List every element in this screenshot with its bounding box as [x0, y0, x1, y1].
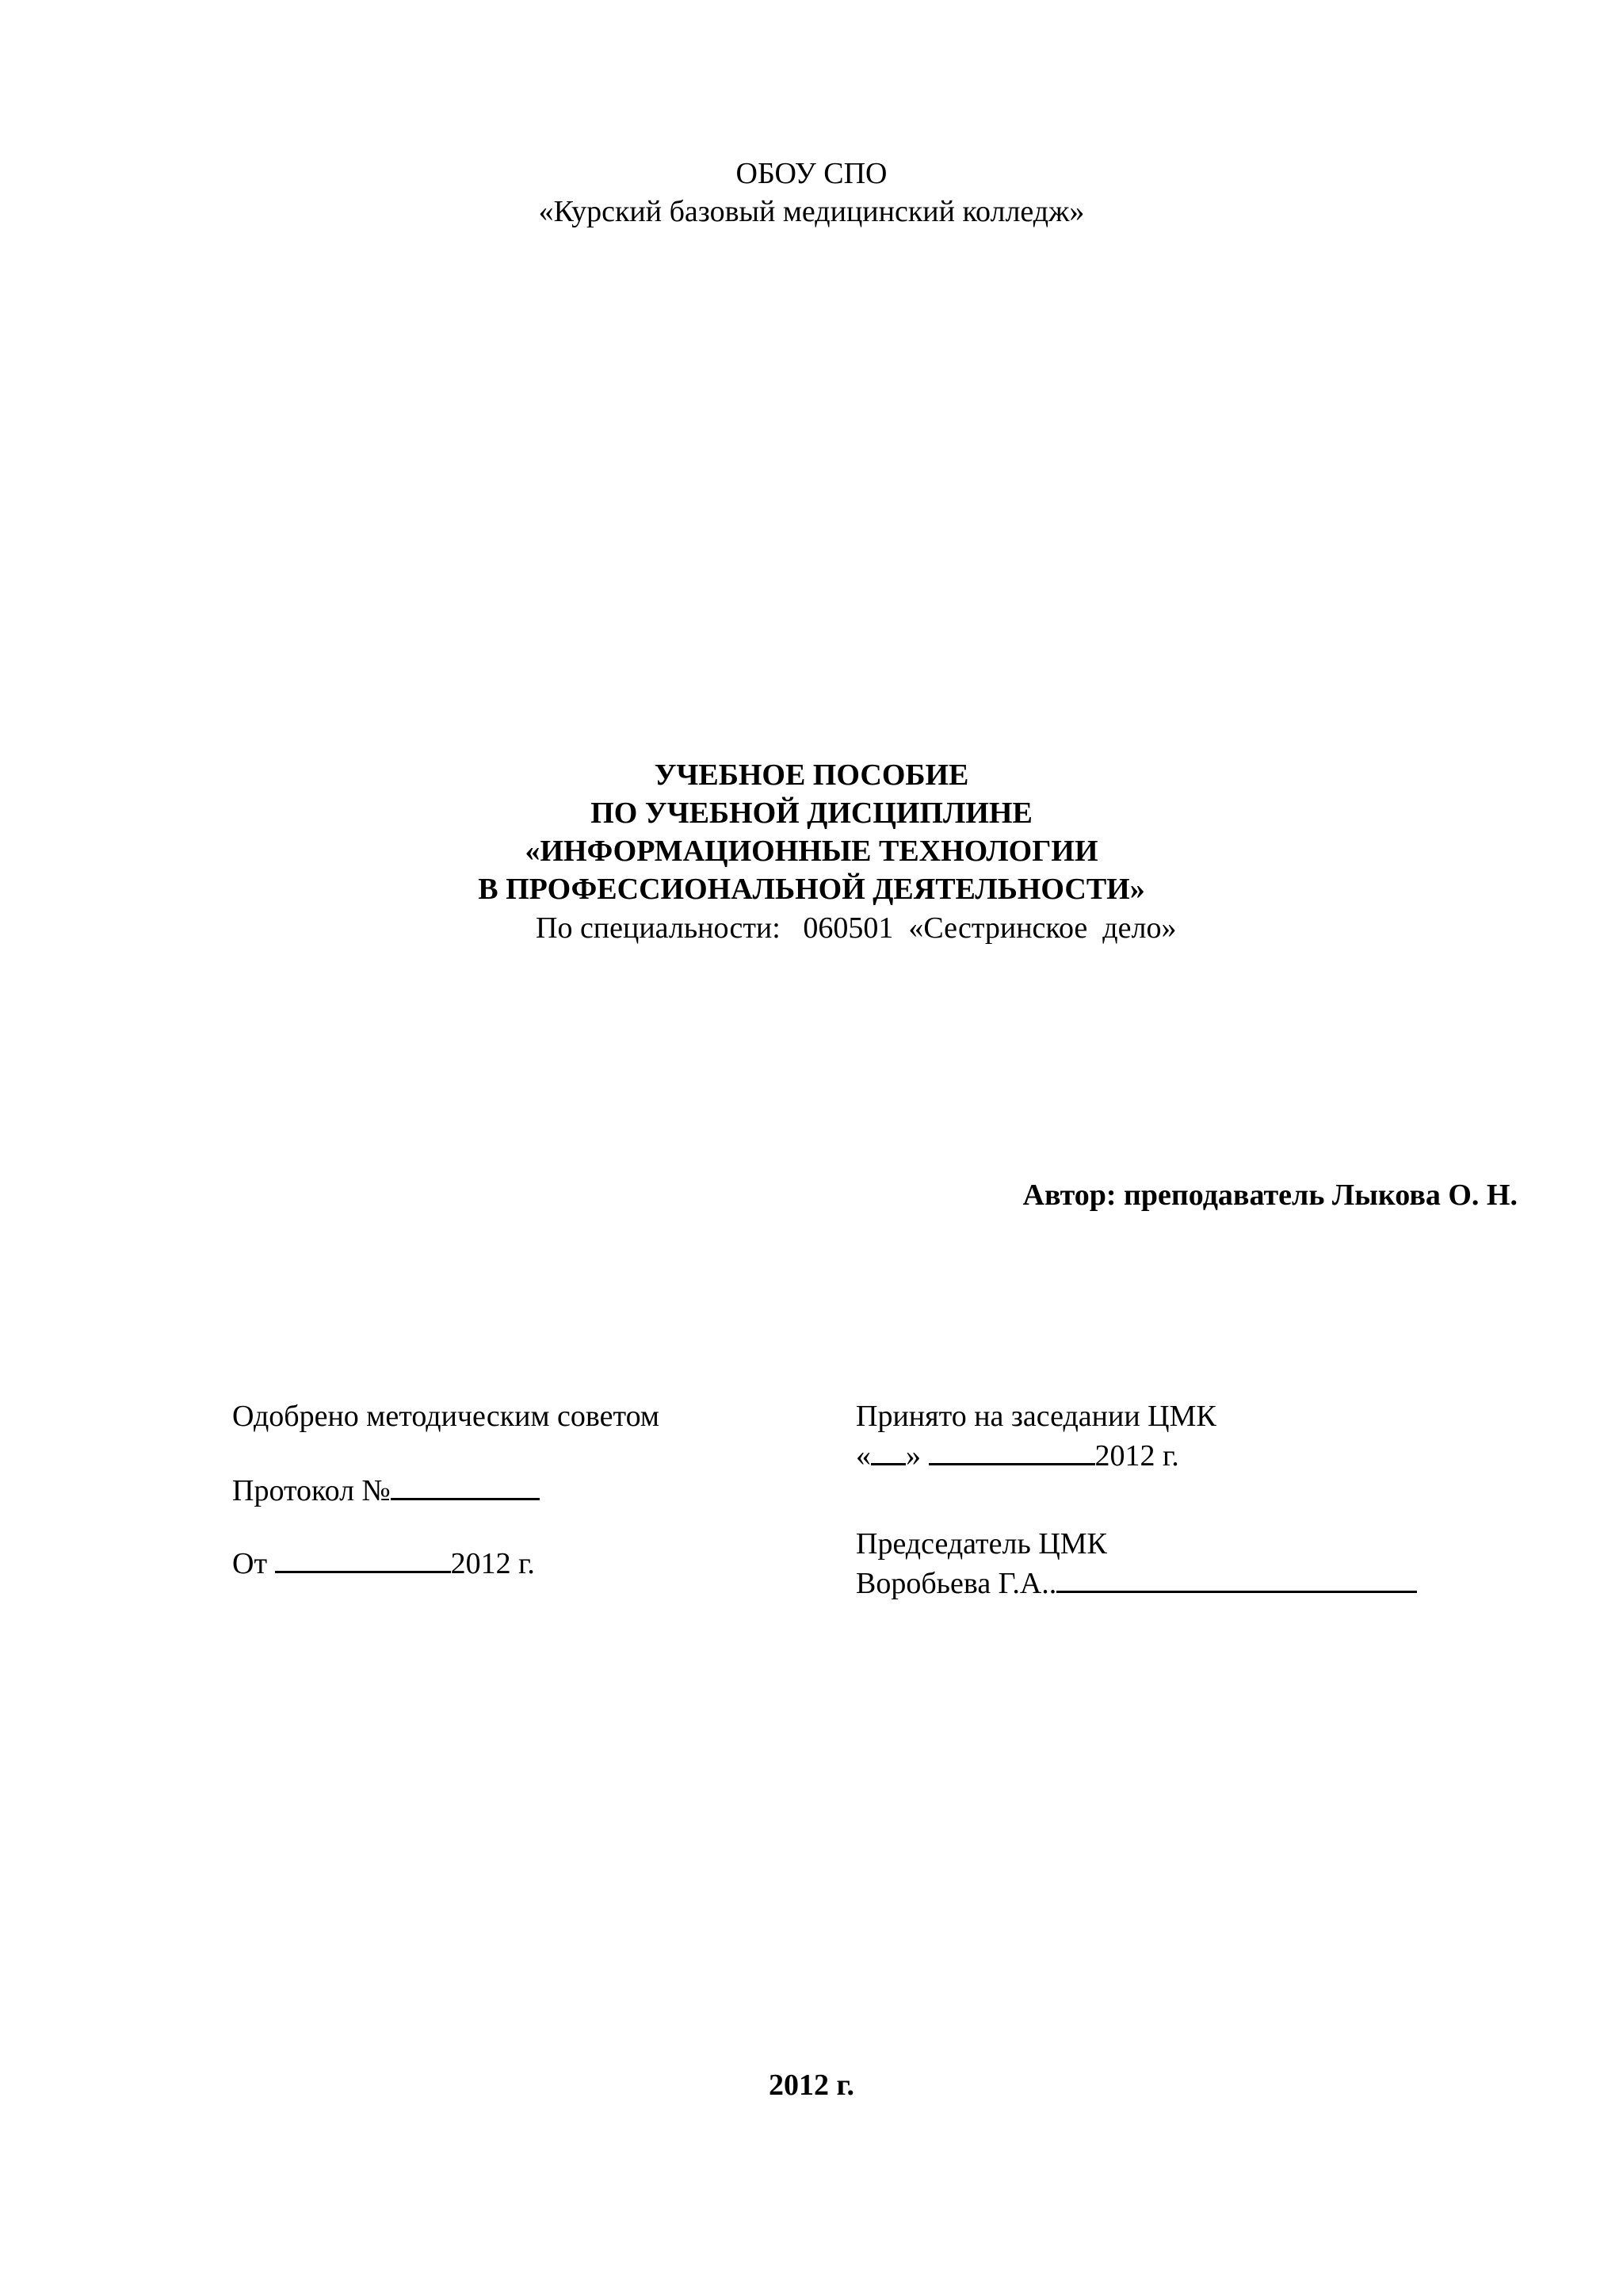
accepted-at-meeting: Принято на заседании ЦМК: [856, 1400, 1216, 1433]
doc-title-line-3: «ИНФОРМАЦИОННЫЕ ТЕХНОЛОГИИ: [525, 835, 1098, 868]
from-date-blank: [275, 1544, 451, 1573]
protocol-label: Протокол №: [232, 1474, 391, 1507]
from-label: От: [232, 1547, 275, 1580]
specialty-name: «Сестринское дело»: [908, 911, 1177, 945]
footer-year: 2012 г.: [769, 2069, 854, 2102]
month-blank: [929, 1436, 1095, 1465]
approved-by-council: Одобрено методическим советом: [232, 1400, 659, 1433]
day-blank: [871, 1436, 906, 1465]
college-name: «Курский базовый медицинский колледж»: [538, 195, 1085, 228]
chair-signature-line: [856, 1564, 1417, 1602]
doc-title-line-2: ПО УЧЕБНОЙ ДИСЦИПЛИНЕ: [590, 797, 1033, 830]
meeting-year: 2012 г.: [1094, 1439, 1179, 1473]
doc-title-line-1: УЧЕБНОЕ ПОСОБИЕ: [654, 758, 969, 792]
from-year: 2012 г.: [450, 1547, 535, 1580]
meeting-date-line: [856, 1436, 1179, 1474]
from-date-line: [232, 1544, 535, 1582]
protocol-number-blank: [391, 1471, 540, 1500]
quote-open: «: [856, 1439, 871, 1473]
author: Автор: преподаватель Лыкова О. Н.: [1022, 1179, 1518, 1212]
specialty-line: [536, 910, 1176, 946]
signature-blank: [1056, 1564, 1417, 1593]
specialty-label: По специальности:: [536, 911, 781, 945]
org-name: ОБОУ СПО: [735, 157, 888, 190]
doc-title-line-4: В ПРОФЕССИОНАЛЬНОЙ ДЕЯТЕЛЬНОСТИ»: [478, 873, 1145, 906]
chair-name: Воробьева Г.А..: [856, 1567, 1057, 1600]
chair-title: Председатель ЦМК: [856, 1527, 1107, 1561]
specialty-code: 060501: [803, 911, 894, 945]
quote-close: »: [906, 1439, 921, 1473]
protocol-line: [232, 1471, 540, 1509]
